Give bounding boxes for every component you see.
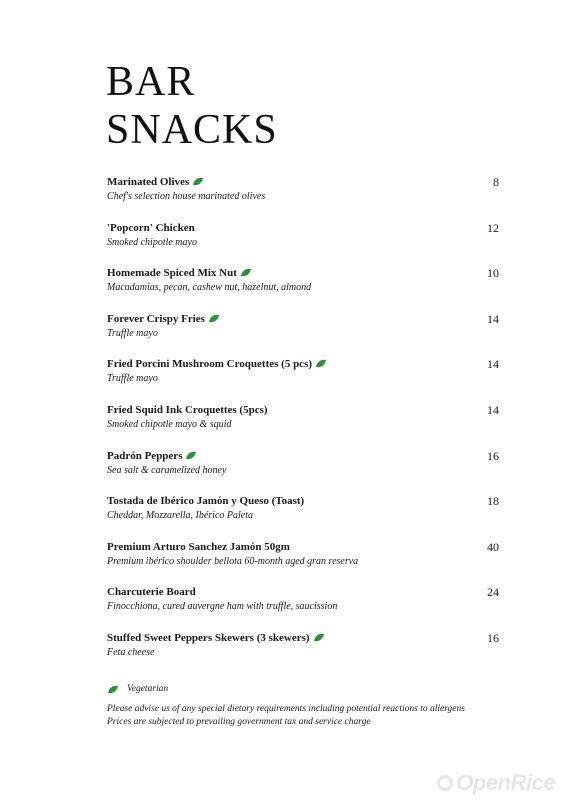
menu-item — [107, 449, 499, 495]
item-name — [107, 631, 499, 645]
leaf-icon — [208, 314, 220, 323]
item-description: Sea salt & caramelized honey — [107, 464, 227, 476]
item-description: Cheddar, Mozzarella, Ibérico Paleta — [107, 510, 254, 522]
menu-item — [107, 494, 499, 540]
item-description: Premium ibérico shoulder bellota 60-month aged gran reserva — [107, 555, 359, 567]
watermark-text: OpenRice — [456, 770, 555, 795]
menu-item — [107, 266, 499, 312]
item-name — [107, 403, 499, 417]
legend-label: Vegetarian — [127, 684, 169, 694]
item-name-text: Charcuterie Board — [107, 586, 196, 599]
item-name — [107, 494, 499, 508]
item-description: Truffle mayo — [107, 327, 158, 339]
openrice-logo-icon — [437, 775, 453, 791]
item-description: Truffle mayo — [107, 373, 158, 385]
note-prices: Prices are subjected to prevailing government tax and service charge — [107, 716, 371, 727]
watermark-logo — [437, 770, 555, 796]
menu-item — [107, 221, 499, 267]
item-name — [107, 221, 499, 235]
page-title — [106, 58, 278, 154]
item-description: Finocchiona, cured auvergne ham with truffle, saucission — [107, 601, 338, 613]
menu-item — [107, 585, 499, 631]
item-description: Smoked chipotle mayo — [107, 236, 197, 248]
menu-item — [107, 403, 499, 449]
item-name — [107, 175, 499, 189]
item-price: 16 — [487, 630, 499, 645]
item-price: 40 — [487, 539, 499, 554]
item-name — [107, 540, 499, 554]
item-name-text: Homemade Spiced Mix Nut — [107, 267, 237, 280]
item-price: 8 — [493, 175, 499, 189]
menu-item — [107, 175, 499, 221]
menu-list — [107, 175, 499, 677]
item-price: 18 — [487, 494, 499, 509]
item-name — [107, 266, 499, 280]
leaf-icon — [185, 451, 197, 460]
item-price: 14 — [487, 311, 499, 326]
item-name-text: Stuffed Sweet Peppers Skewers (3 skewers) — [107, 631, 310, 644]
item-name — [107, 312, 499, 326]
leaf-icon — [240, 268, 252, 277]
item-name-text: 'Popcorn' Chicken — [107, 221, 195, 234]
item-name-text: Marinated Olives — [107, 176, 190, 188]
item-description: Chef's selection house marinated olives — [107, 191, 266, 202]
item-name-text: Forever Crispy Fries — [107, 312, 205, 325]
menu-item — [107, 631, 499, 677]
title-line-1: BAR — [106, 59, 196, 105]
menu-notes — [107, 703, 465, 728]
leaf-icon — [107, 685, 119, 694]
item-name — [107, 449, 499, 463]
leaf-icon — [313, 633, 325, 642]
vegetarian-legend — [107, 684, 168, 694]
item-name-text: Tostada de Ibérico Jamón y Queso (Toast) — [107, 495, 305, 508]
menu-item — [107, 540, 499, 586]
title-line-2: SNACKS — [106, 107, 278, 153]
item-price: 10 — [487, 266, 499, 281]
item-description: Smoked chipotle mayo & squid — [107, 418, 232, 430]
item-name — [107, 585, 499, 599]
item-price: 16 — [487, 448, 499, 463]
item-description: Feta cheese — [107, 646, 155, 658]
note-allergens: Please advise us of any special dietary requirements including potential reactions to allergens — [107, 704, 465, 714]
item-name-text: Fried Porcini Mushroom Croquettes (5 pcs) — [107, 358, 313, 371]
item-name — [107, 357, 499, 371]
item-name-text: Padrón Peppers — [107, 449, 183, 462]
leaf-icon — [192, 177, 204, 186]
item-price: 24 — [487, 585, 499, 600]
item-price: 14 — [487, 357, 499, 372]
item-name-text: Premium Arturo Sanchez Jamón 50gm — [107, 540, 290, 553]
menu-item — [107, 357, 499, 403]
menu-item — [107, 312, 499, 358]
item-name-text: Fried Squid Ink Croquettes (5pcs) — [107, 403, 268, 416]
item-price: 12 — [487, 220, 499, 235]
item-description: Macadamias, pecan, cashew nut, hazelnut, almond — [107, 282, 312, 294]
leaf-icon — [315, 359, 327, 368]
item-price: 14 — [487, 402, 499, 417]
